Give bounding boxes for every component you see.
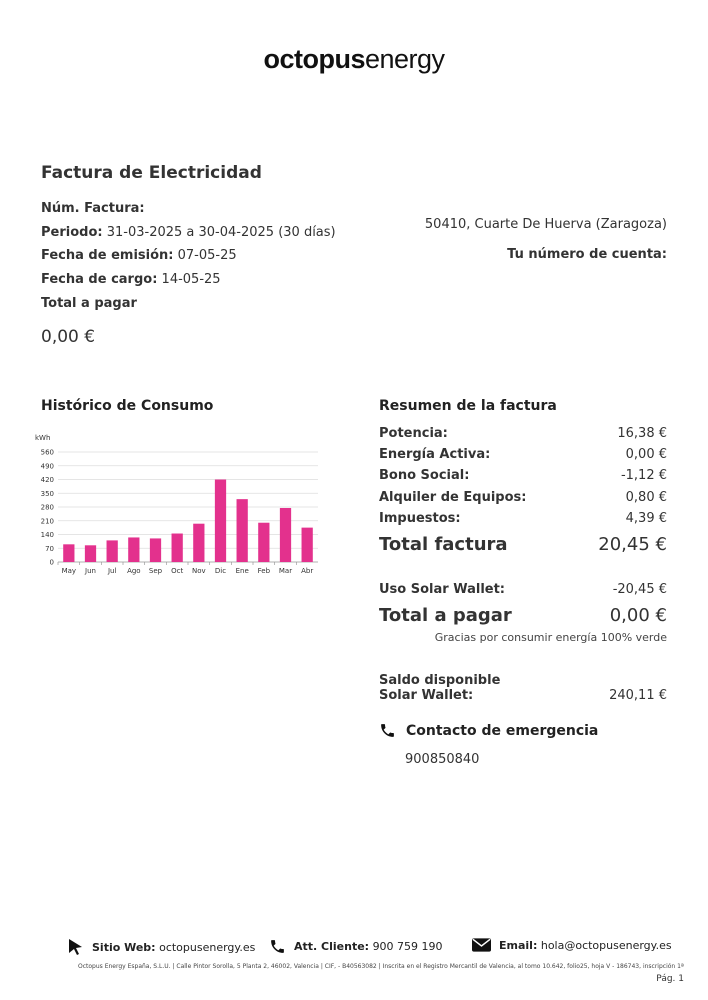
summary-total-pay (379, 605, 667, 626)
period-label: Periodo: (41, 225, 103, 240)
summary-row-impuestos (379, 511, 667, 526)
history-title: Histórico de Consumo (41, 398, 214, 414)
footer-web-label: Sitio Web: (92, 940, 156, 954)
wallet-balance (379, 673, 667, 703)
summary-row-energia (379, 447, 667, 462)
summary-solar-wallet (379, 582, 667, 597)
footer-email (472, 938, 672, 952)
charge-date-label: Fecha de cargo: (41, 272, 158, 287)
chart-y-ticks (41, 449, 54, 567)
summary-total-invoice (379, 534, 667, 555)
phone-icon (379, 722, 396, 739)
summary-row-value: 0,80 € (625, 490, 667, 505)
x-tick-label: Abr (301, 567, 314, 575)
x-tick-label: Sep (148, 567, 163, 575)
phone-icon (269, 938, 286, 955)
summary-row-label: Energía Activa: (379, 447, 491, 462)
period-value: 31-03-2025 a 30-04-2025 (30 días) (106, 225, 336, 240)
y-tick-label: 0 (49, 558, 54, 567)
x-tick-label: Ene (235, 567, 249, 575)
bar-oct (172, 534, 183, 562)
brand-name-light: energy (364, 44, 445, 74)
cursor-icon (68, 938, 84, 956)
summary-row-potencia (379, 426, 667, 441)
total-to-pay-amount: 0,00 € (41, 327, 96, 347)
emergency-contact (379, 722, 598, 739)
summary-row-value: 0,00 € (625, 447, 667, 462)
total-to-pay-field (41, 296, 137, 311)
summary-title: Resumen de la factura (379, 398, 557, 414)
page-number: Pág. 1 (656, 974, 684, 984)
bar-jul (107, 540, 118, 562)
invoice-number-field (41, 201, 145, 216)
footer-client-phone[interactable]: 900 759 190 (372, 940, 443, 953)
wallet-value: 240,11 € (609, 688, 667, 703)
total-to-pay-label: Total a pagar (41, 296, 137, 311)
bar-ene (237, 499, 248, 562)
summary-row-alquiler (379, 490, 667, 505)
bar-dic (215, 480, 226, 563)
y-tick-label: 560 (40, 448, 54, 457)
x-tick-label: May (61, 567, 77, 575)
charge-date-field (41, 272, 221, 287)
summary-row-label: Impuestos: (379, 511, 461, 526)
summary-row-bono (379, 468, 667, 483)
consumption-chart (30, 430, 330, 580)
y-axis-unit: kWh (35, 434, 51, 442)
footer-email-label: Email: (499, 938, 538, 952)
chart-x-ticks (58, 562, 313, 575)
total-invoice-value: 20,45 € (598, 534, 667, 555)
bar-abr (302, 528, 313, 562)
x-tick-label: Dic (214, 567, 227, 575)
x-tick-label: Nov (191, 567, 206, 575)
summary-row-label: Bono Social: (379, 468, 470, 483)
summary-row-label: Alquiler de Equipos: (379, 490, 527, 505)
x-tick-label: Oct (171, 567, 184, 575)
issue-date-label: Fecha de emisión: (41, 248, 174, 263)
footer-web-link[interactable]: octopusenergy.es (159, 940, 256, 954)
footer (0, 938, 708, 960)
summary-row-value: -1,12 € (620, 468, 667, 483)
invoice-number-label: Núm. Factura: (41, 201, 145, 216)
bar-jun (85, 545, 96, 562)
period-field (41, 225, 336, 240)
bar-ago (128, 537, 139, 562)
legal-text: Octopus Energy España, S.L.U. | Calle Pintor Sorolla, 5 Planta 2, 46002, Valencia | CIF, - B40563082 | Inscrita en el Registro Mercantil de Valencia, al tomo 10.642, folio25, hoja V - 186743, inscripción 1ª (78, 963, 684, 970)
y-tick-label: 210 (40, 517, 54, 526)
x-tick-label: Jul (107, 567, 117, 575)
solar-wallet-value: -20,45 € (612, 582, 667, 597)
bar-feb (258, 523, 269, 562)
brand-logo (0, 44, 708, 75)
chart-grid (58, 452, 318, 562)
y-tick-label: 140 (40, 531, 54, 539)
wallet-label-line1: Saldo disponible (379, 673, 501, 688)
bar-may (63, 544, 74, 562)
summary-row-label: Potencia: (379, 426, 448, 441)
invoice-title: Factura de Electricidad (41, 163, 262, 183)
solar-wallet-label: Uso Solar Wallet: (379, 582, 506, 597)
total-invoice-label: Total factura (379, 534, 508, 555)
y-tick-label: 420 (40, 476, 54, 484)
emergency-phone: 900850840 (405, 752, 480, 767)
summary-total-pay-value: 0,00 € (609, 605, 667, 626)
x-tick-label: Jun (85, 567, 96, 575)
bar-sep (150, 538, 161, 562)
bar-nov (193, 524, 204, 562)
charge-date-value: 14-05-25 (161, 272, 221, 287)
green-energy-note: Gracias por consumir energía 100% verde (434, 631, 667, 644)
emergency-title: Contacto de emergencia (406, 722, 599, 739)
footer-client-label: Att. Cliente: (294, 940, 370, 953)
y-tick-label: 70 (45, 544, 54, 553)
envelope-icon (472, 938, 491, 952)
summary-row-value: 4,39 € (625, 511, 667, 526)
issue-date-field (41, 248, 237, 263)
y-tick-label: 490 (40, 462, 54, 471)
customer-address: 50410, Cuarte De Huerva (Zaragoza) (424, 217, 667, 232)
summary-row-value: 16,38 € (617, 426, 667, 441)
x-tick-label: Feb (257, 567, 271, 575)
y-tick-label: 350 (40, 489, 54, 498)
x-tick-label: Ago (127, 567, 141, 575)
x-tick-label: Mar (278, 567, 293, 575)
footer-client-service (269, 938, 443, 955)
footer-email-link[interactable]: hola@octopusenergy.es (540, 938, 672, 952)
bar-mar (280, 508, 291, 562)
y-tick-label: 280 (40, 503, 54, 512)
footer-website (68, 938, 255, 956)
account-number-label: Tu número de cuenta: (507, 247, 667, 262)
wallet-label-line2: Solar Wallet: (379, 688, 474, 703)
issue-date-value: 07-05-25 (177, 248, 237, 263)
brand-name-bold: octopus (263, 44, 365, 74)
summary-total-pay-label: Total a pagar (379, 605, 512, 626)
